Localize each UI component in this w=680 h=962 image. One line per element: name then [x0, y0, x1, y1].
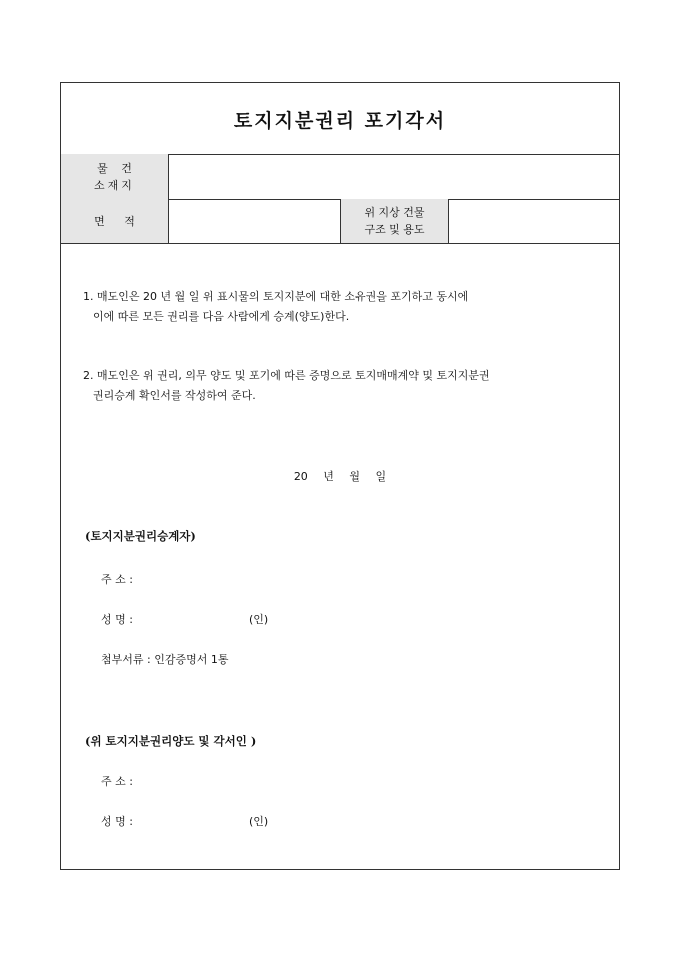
document-title: 토지지분권리 포기각서 — [233, 110, 447, 132]
structure-label — [341, 199, 449, 243]
area-label — [61, 199, 169, 243]
structure-label-line2: 구조 및 용도 — [364, 223, 425, 236]
location-label-line2: 소재지 — [94, 178, 135, 192]
attachment-line: 첨부서류 : 인감증명서 1통 — [101, 653, 229, 666]
location-label — [61, 154, 169, 199]
structure-value — [449, 199, 619, 243]
transferor-address — [101, 773, 133, 789]
area-value — [169, 199, 341, 243]
paragraph-1-line2: 이에 따른 모든 권리를 다음 사람에게 승계(양도)한다. — [93, 310, 350, 323]
transferor-name — [101, 813, 269, 829]
paragraph-1-line1: 1. 매도인은 20 년 월 일 위 표시물의 토지지분에 대한 소유권을 포기하고 동시에 — [83, 290, 469, 303]
successor-name — [101, 611, 269, 627]
successor-seal: (인) — [249, 613, 269, 626]
area-label-text: 면 적 — [94, 214, 135, 228]
transferor-address-label: 주 소 : — [101, 775, 133, 788]
paragraph-2-line2: 권리승계 확인서를 작성하여 준다. — [93, 389, 256, 402]
document-frame — [60, 82, 620, 870]
transferor-seal: (인) — [249, 815, 269, 828]
successor-heading: (토지지분권리승계자) — [85, 529, 196, 543]
paragraph-2 — [83, 366, 490, 406]
transferor-heading: (위 토지지분권리양도 및 각서인 ) — [85, 734, 257, 748]
paragraph-1 — [83, 287, 468, 327]
successor-name-label: 성 명 : — [101, 613, 133, 626]
structure-label-line1: 위 지상 건물 — [364, 206, 425, 219]
paragraph-2-line1: 2. 매도인은 위 권리, 의무 양도 및 포기에 따른 증명으로 토지매매계약 및 토지지분권 — [83, 369, 490, 382]
successor-address — [101, 571, 133, 587]
area-row — [61, 199, 619, 244]
transferor-name-label: 성 명 : — [101, 815, 133, 828]
successor-address-label: 주 소 : — [101, 573, 133, 586]
date-line: 20 년 월 일 — [293, 470, 387, 483]
location-row — [61, 154, 619, 200]
title-row — [61, 83, 619, 155]
location-label-line1: 물 건 — [97, 161, 132, 175]
